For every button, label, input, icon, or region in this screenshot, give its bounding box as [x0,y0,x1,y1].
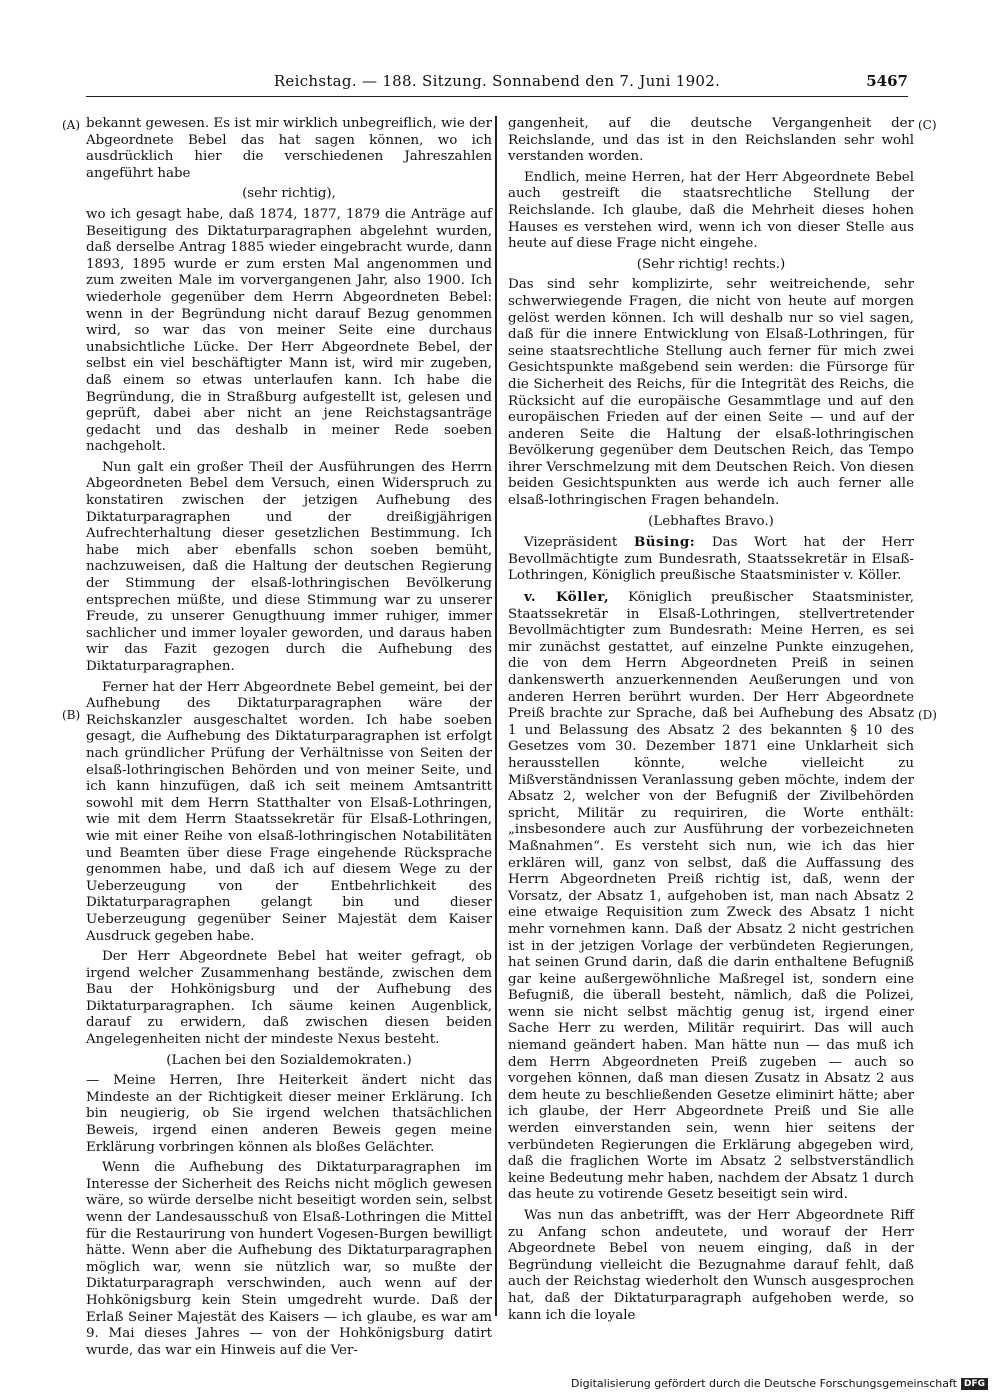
column-divider [495,116,497,1316]
paragraph: Der Herr Abgeordnete Bebel hat weiter gefragt, ob irgend welcher Zusammenhang bestände, zwischen dem Bau der Hohkönigsburg und der Aufhebung des Diktaturparagraphen. Ich säume keinen Augenblick, darauf zu erwidern, daß zwischen diesen beiden Angelegenheiten nicht der mindeste Nexus besteht. [86,949,492,1048]
margin-marker-b: (B) [62,708,81,722]
speaker-prefix: Vizepräsident [524,535,618,551]
paragraph: gangenheit, auf die deutsche Vergangenheit der Reichslande, und das ist in den Reichslanden sehr wohl verstanden worden. [508,116,914,165]
paragraph: wo ich gesagt habe, daß 1874, 1877, 1879 die Anträge auf Beseitigung des Diktaturparagraphen abgelehnt wurden, daß derselbe Antrag 1885 wieder eingebracht wurde, dann 1893, 1895 wurde er zum ersten Mal angenommen und zum zweiten Male im vorvergangenen Jahr, also 1900. Ich wiederhole gegenüber dem Herrn Abgeordneten Bebel: wenn in der Begründung nicht darauf Bezug genommen wird, so war das von meiner Seite eine durchaus unabsichtliche Lücke. Der Herr Abgeordnete Bebel, der selbst ein viel beschäftigter Mann ist, wird mir zugeben, daß einem so etwas unterlaufen kann. Ich habe die Begründung, die in Straßburg aufgestellt ist, gelesen und geprüft, dabei aber nicht an jene Reichstagsanträge gedacht und das deshalb in meiner Rede soeben nachgeholt. [86,206,492,455]
dfg-logo: DFG [961,1378,988,1390]
paragraph: Ferner hat der Herr Abgeordnete Bebel gemeint, bei der Aufhebung des Diktaturparagraphen wäre der Reichskanzler ausgeschaltet worden. Ich habe soeben gesagt, die Aufhebung des Diktaturparagraphen ist erfolgt nach gründlicher Prüfung der Verhältnisse von Seiten der elsaß-lothringischen Behörden und von meiner Seite, und ich kann hinzufügen, daß ich seit meinem Amtsantritt sowohl mit dem Herrn Statthalter von Elsaß-Lothringen, wie mit dem Herrn Staatssekretär für Elsaß-Lothringen, wie mit einer Reihe von elsaß-lothringischen Notabilitäten und Beamten über diese Frage eingehende Rücksprache genommen habe, und daß ich auf diesem Wege zu der Ueberzeugung von der Entbehrlichkeit des Diktaturparagraphen gelangt bin und dieser Ueberzeugung gegenüber Seiner Majestät dem Kaiser Ausdruck gegeben habe. [86,679,492,944]
speaker-paragraph [508,534,914,585]
header-title: Reichstag. — 188. Sitzung. Sonnabend den 7. Juni 1902. [273,72,721,90]
paragraph: — Meine Herren, Ihre Heiterkeit ändert nicht das Mindeste an der Richtigkeit dieser meiner Erklärung. Ich bin neugierig, ob Sie irgend welchen thatsächlichen Beweis, irgend einen anderen Beweis gegen meine Erklärung vorbringen können als bloßes Gelächter. [86,1073,492,1155]
paragraph: Nun galt ein großer Theil der Ausführungen des Herrn Abgeordneten Bebel dem Versuch, einen Widerspruch zu konstatiren zwischen der jetzigen Aufhebung des Diktaturparagraphen und der dreißigjährigen Aufrechterhaltung dieser gesetzlichen Bestimmung. Ich habe mich aber ebenfalls schon soeben bemüht, nachzuweisen, daß die Haltung der deutschen Regierung der Stimmung der elsaß-lothringischen Bevölkerung entsprechen müßte, und diese Stimmung war zu unserer Freude, zu unserer Genugthuung immer ruhiger, immer sachlicher und immer loyaler geworden, und daraus haben wir das Fazit gezogen durch die Aufhebung des Diktaturparagraphen. [86,459,492,674]
right-column [508,116,914,1328]
page-footer [571,1377,988,1390]
interjection: (Lachen bei den Sozialdemokraten.) [166,1052,412,1068]
page-number: 5467 [866,72,908,90]
paragraph: Endlich, meine Herren, hat der Herr Abgeordnete Bebel auch gestreift die staatsrechtliche Stellung der Reichslande. Ich glaube, daß die Mehrheit dieses hohen Hauses es verstehen wird, wenn ich von dieser Stelle aus heute auf diese Frage nicht eingehe. [508,169,914,252]
speaker-text: Königlich preußischer Staatsminister, Staatssekretär in Elsaß-Lothringen, stellvertretender Bevollmächtigter zum Bundesrath: Meine Herren, es sei mir zunächst gestattet, auf einzelne Punkte einzugehen, die von dem Herrn Abgeordneten Preiß in seinen dankenswerth anzuerkennenden Aeußerungen und von anderen Herren berührt wurden. Der Herr Abgeordnete Preiß brachte zur Sprache, daß bei Aufhebung des Absatz 1 und Belassung des Absatz 2 des bekannten § 10 des Gesetzes vom 30. Dezember 1871 eine Unklarheit sich herausstellen könnte, welche vielleicht zu Mißverständnissen Veranlassung geben möchte, indem der Absatz 2, welcher von der Befugniß der Zivilbehörden spricht, Militär zu requiriren, die Worte enthält: „insbesondere auch zur Ausführung der vorbezeichneten Maßnahmen“. Es versteht sich nun, wie ich das hier erklären will, ganz von selbst, daß die Auffassung des Herrn Abgeordneten Preiß richtig ist, daß, wenn der Vorsatz, der Absatz 1, aufgehoben ist, man nach Absatz 2 eine etwaige Requisition zum Zweck des Absatz 1 nicht mehr vornehmen kann. Daß der Absatz 2 nicht gestrichen ist in der jetzigen Vorlage der verbündeten Regierungen, hat seinen Grund darin, daß die darin enthaltene Befugniß gar keine außergewöhnliche Maßregel ist, sondern eine Befugniß, die überall besteht, nämlich, daß die Polizei, wenn sie nicht selbst mächtig genug ist, irgend einer Sache Herr zu werden, Militär requirirt. Das will auch niemand geändert haben. Man hätte nun — das muß ich dem Herrn Abgeordneten Preiß zugeben — auch so vorgehen können, daß man diesen Zusatz in Absatz 2 aus dem heute zu beschließenden Gesetze eliminirt hätte; aber ich glaube, der Herr Abgeordnete Preiß und Sie alle werden einverstanden sein, wenn hier seitens der verbündeten Regierungen die Erklärung abgegeben wird, daß die fraglichen Worte im Absatz 2 selbstverständlich keine Bedeutung mehr haben, nachdem der Absatz 1 durch das heute zu votirende Gesetz beseitigt sein wird. [508,590,914,1203]
margin-marker-c: (C) [918,118,937,132]
interjection: (Sehr richtig! rechts.) [636,256,786,272]
interjection: (sehr richtig), [242,186,336,202]
paragraph: Wenn die Aufhebung des Diktaturparagraphen im Interesse der Sicherheit des Reichs nicht möglich gewesen wäre, so würde derselbe nicht beseitigt worden sein, selbst wenn der Landesausschuß von Elsaß-Lothringen die Mittel für die Restaurirung von hundert Vogesen-Burgen bewilligt hätte. Wenn aber die Aufhebung des Diktaturparagraphen möglich war, wenn sie nützlich war, so mußte der Diktaturparagraph verschwinden, auch wenn auf der Hohkönigsburg kein Stein umgedreht wurde. Daß der Erlaß Seiner Majestät des Kaisers — ich glaube, es war am 9. Mai dieses Jahres — von der Hohkönigsburg datirt wurde, das war ein Hinweis auf die Ver- [86,1160,492,1358]
interjection: (Lebhaftes Bravo.) [648,513,774,529]
margin-marker-d: (D) [918,708,937,722]
footer-text: Digitalisierung gefördert durch die Deutsche Forschungsgemeinschaft [571,1377,957,1390]
margin-marker-a: (A) [62,118,81,132]
speaker-name: Büsing: [633,534,696,551]
paragraph: Das sind sehr komplizirte, sehr weitreichende, sehr schwerwiegende Fragen, die nicht von heute auf morgen gelöst werden können. Ich will deshalb nur so viel sagen, daß für die innere Entwicklung von Elsaß-Lothringen, für seine staatsrechtliche Stellung auch ferner für mich zwei Gesichtspunkte maßgebend sein werden: die Fürsorge für die Sicherheit des Reichs, für die Integrität des Reichs, die Rücksicht auf die europäische Gesammtlage und auf den europäischen Frieden auf der einen Seite — und auf der anderen Seite die Haltung der elsaß-lothringischen Bevölkerung gegenüber dem Deutschen Reich, das Tempo ihrer Verschmelzung mit dem Deutschen Reich. Von diesen beiden Gesichtspunkten aus werde ich auch ferner alle elsaß-lothringischen Fragen behandeln. [508,277,914,509]
speaker-paragraph [508,589,914,1204]
left-column [86,116,492,1363]
speaker-name: v. Köller, [524,589,610,606]
paragraph: Was nun das anbetrifft, was der Herr Abgeordnete Riff zu Anfang schon andeutete, und worauf der Herr Abgeordnete Bebel von neuem einging, daß in der Begründung vielleicht die Bezugnahme darauf fehlt, daß auch der Reichstag wiederholt den Wunsch ausgesprochen hat, daß der Diktaturparagraph aufgehoben werde, so kann ich die loyale [508,1208,914,1323]
paragraph: bekannt gewesen. Es ist mir wirklich unbegreiflich, wie der Abgeordnete Bebel das hat sagen können, wo ich ausdrücklich hier die verschiedenen Jahreszahlen angeführt habe [86,116,492,181]
speaker-text: Das Wort hat der Herr Bevollmächtigte zum Bundesrath, Staatssekretär in Elsaß-Lothringen, Königlich preußische Staatsminister v. Köller. [508,535,915,584]
page-header [86,72,908,97]
